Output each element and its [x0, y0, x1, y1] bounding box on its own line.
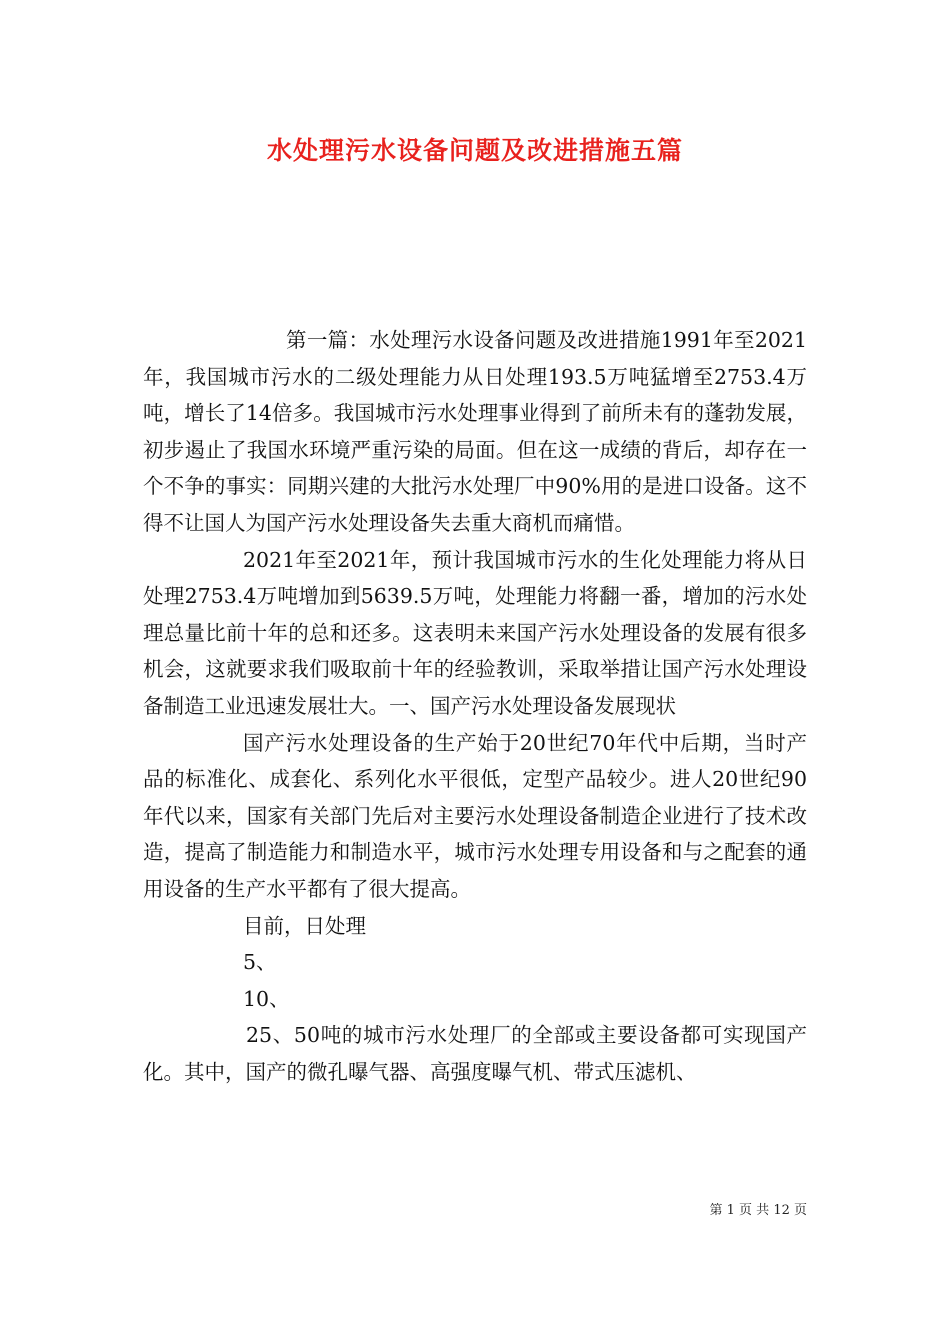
- paragraph-1: 第一篇：水处理污水设备问题及改进措施1991年至2021年，我国城市污水的二级处理能力从日处理193.5万吨猛增至2753.4万吨，增长了14倍多。我国城市污水处理事业得到了前所未有的蓬勃发展，初步遏止了我国水环境严重污染的局面。但在这一成绩的背后，却存在一个不争的事实：同期兴建的大批污水处理厂中90%用的是进口设备。这不得不让国人为国产污水处理设备失去重大商机而痛惜。: [143, 328, 807, 535]
- paragraph-7: 25、50吨的城市污水处理厂的全部或主要设备都可实现国产化。其中，国产的微孔曝气器、高强度曝气机、带式压滤机、: [143, 1023, 807, 1084]
- paragraph-3: 国产污水处理设备的生产始于20世纪70年代中后期，当时产品的标准化、成套化、系列化水平很低，定型产品较少。进人20世纪90年代以来，国家有关部门先后对主要污水处理设备制造企业进行了技术改造，提高了制造能力和制造水平，城市污水处理专用设备和与之配套的通用设备的生产水平都有了很大提高。: [143, 730, 807, 901]
- page-title: 水处理污水设备问题及改进措施五篇: [266, 136, 683, 165]
- document-body: [143, 322, 807, 1090]
- paragraph-4: 目前，日处理: [243, 913, 366, 938]
- paragraph-2: 2021年至2021年，预计我国城市污水的生化处理能力将从日处理2753.4万吨增加到5639.5万吨，处理能力将翻一番，增加的污水处理总量比前十年的总和还多。这表明未来国产污水处理设备的发展有很多机会，这就要求我们吸取前十年的经验教训，采取举措让国产污水处理设备制造工业迅速发展壮大。一、国产污水处理设备发展现状: [143, 547, 807, 718]
- paragraph-6: 10、: [243, 986, 290, 1011]
- page-number-footer: 第 1 页 共 12 页: [709, 1203, 807, 1218]
- paragraph-5: 5、: [243, 950, 277, 975]
